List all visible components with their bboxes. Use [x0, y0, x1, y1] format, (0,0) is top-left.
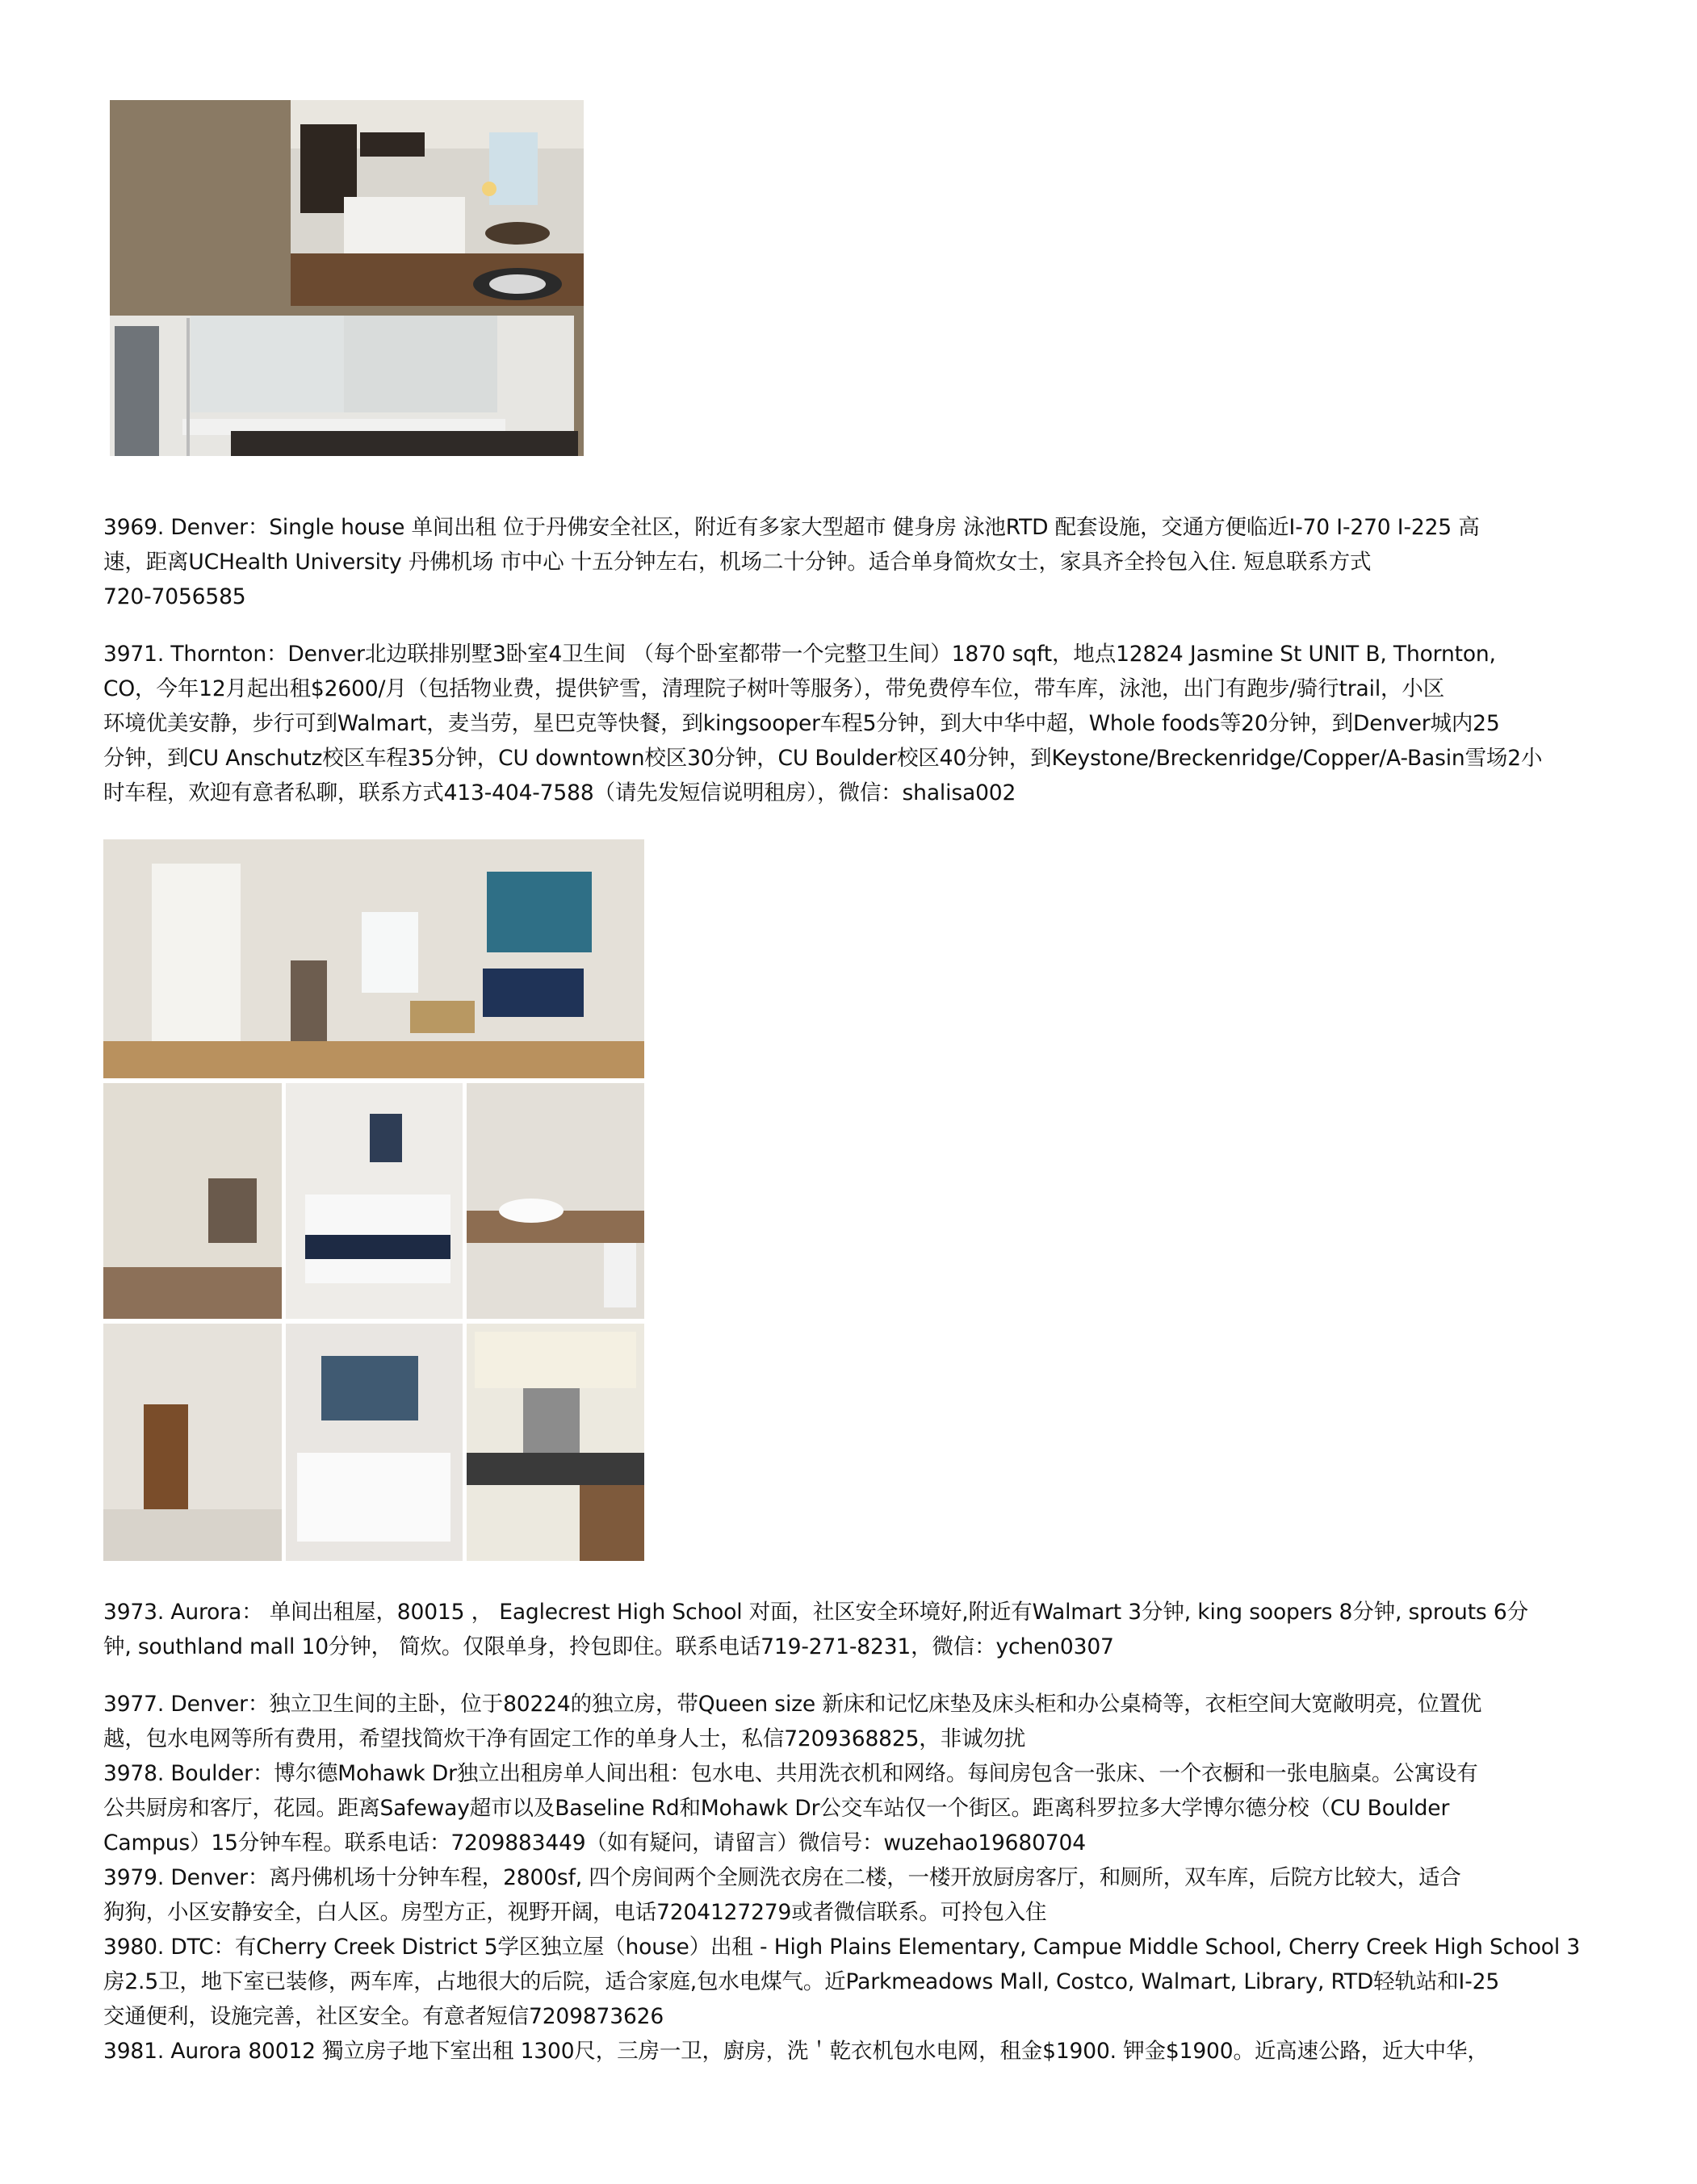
listing-3969-text — [103, 510, 1589, 614]
text-line: 3979. Denver：离丹佛机场十分钟车程，2800sf, 四个房间两个全厕洗衣房在二楼，一楼开放厨房客厅，和厕所，双车库，后院方比较大，适合 — [103, 1865, 1461, 1890]
text-line: 公共厨房和客厅，花园。距离Safeway超市以及Baseline Rd和Mohawk Dr公交车站仅一个街区。距离科罗拉多大学博尔德分校（CU Boulder — [103, 1796, 1450, 1821]
listings-3977-3981-text — [103, 1687, 1589, 2069]
text-line: CO，今年12月起出租$2600/月（包括物业费，提供铲雪，清理院子树叶等服务），带免费停车位，带车库，泳池，出门有跑步/骑行trail，小区 — [103, 676, 1445, 701]
text-line: 分钟，到CU Anschutz校区车程35分钟，CU downtown校区30分钟，CU Boulder校区40分钟，到Keystone/Breckenridge/Copper/A-Basin雪场2小 — [103, 746, 1543, 771]
text-line: 时车程，欢迎有意者私聊，联系方式413-404-7588（请先发短信说明租房），微信：shalisa002 — [103, 780, 1016, 805]
text-line: 房2.5卫，地下室已装修，两车库，占地很大的后院，适合家庭,包水电煤气。近Parkmeadows Mall, Costco, Walmart, Library, RTD轻轨站和I-25 — [103, 1969, 1500, 1994]
text-line: Campus）15分钟车程。联系电话：7209883449（如有疑问，请留言）微信号：wuzehao19680704 — [103, 1830, 1086, 1856]
listing-3973-text — [103, 1595, 1589, 1664]
text-line: 3980. DTC：有Cherry Creek District 5学区独立屋（house）出租 - High Plains Elementary, Campue Middle School, Cherry Creek High School 3 — [103, 1935, 1581, 1960]
text-line: 3977. Denver：独立卫生间的主卧，位于80224的独立房，带Queen size 新床和记忆床垫及床头柜和办公桌椅等，衣柜空间大宽敞明亮，位置优 — [103, 1692, 1482, 1717]
text-line: 3971. Thornton：Denver北边联排别墅3卧室4卫生间 （每个卧室都带一个完整卫生间）1870 sqft，地点12824 Jasmine St UNIT B, Thornton, — [103, 642, 1496, 667]
listing-3971-text — [103, 637, 1589, 810]
text-line: 3978. Boulder：博尔德Mohawk Dr独立出租房单人间出租：包水电、共用洗衣机和网络。每间房包含一张床、一个衣橱和一张电脑桌。公寓设有 — [103, 1761, 1478, 1786]
listing-3969-photo-collage — [110, 100, 584, 456]
text-line: 钟, southland mall 10分钟， 简炊。仅限单身，拎包即住。联系电话719-271-8231，微信：ychen0307 — [103, 1634, 1114, 1659]
text-line: 环境优美安静，步行可到Walmart，麦当劳，星巴克等快餐，到kingsooper车程5分钟，到大中华中超，Whole foods等20分钟，到Denver城内25 — [103, 711, 1500, 736]
text-line: 720-7056585 — [103, 584, 246, 609]
listing-3971-photo-collage — [103, 839, 644, 1561]
text-line: 狗狗，小区安静安全，白人区。房型方正，视野开阔，电话7204127279或者微信联系。可拎包入住 — [103, 1900, 1047, 1925]
text-line: 3973. Aurora： 单间出租屋，80015 ， Eaglecrest High School 对面，社区安全环境好,附近有Walmart 3分钟, king soopers 8分钟, sprouts 6分 — [103, 1600, 1528, 1625]
text-line: 交通便利，设施完善，社区安全。有意者短信7209873626 — [103, 2004, 664, 2029]
text-line: 3981. Aurora 80012 獨立房子地下室出租 1300尺，三房一卫，廚房，洗＇乾衣机包水电网，租金$1900. 钾金$1900。近高速公路，近大中华， — [103, 2039, 1489, 2064]
text-line: 速，距离UCHealth University 丹佛机场 市中心 十五分钟左右，机场二十分钟。适合单身简炊女士，家具齐全拎包入住. 短息联系方式 — [103, 550, 1372, 575]
text-line: 3969. Denver：Single house 单间出租 位于丹佛安全社区，附近有多家大型超市 健身房 泳池RTD 配套设施，交通方便临近I-70 I-270 I-225 高 — [103, 515, 1480, 540]
text-line: 越，包水电网等所有费用，希望找简炊干净有固定工作的单身人士，私信7209368825，非诚勿扰 — [103, 1726, 1026, 1751]
